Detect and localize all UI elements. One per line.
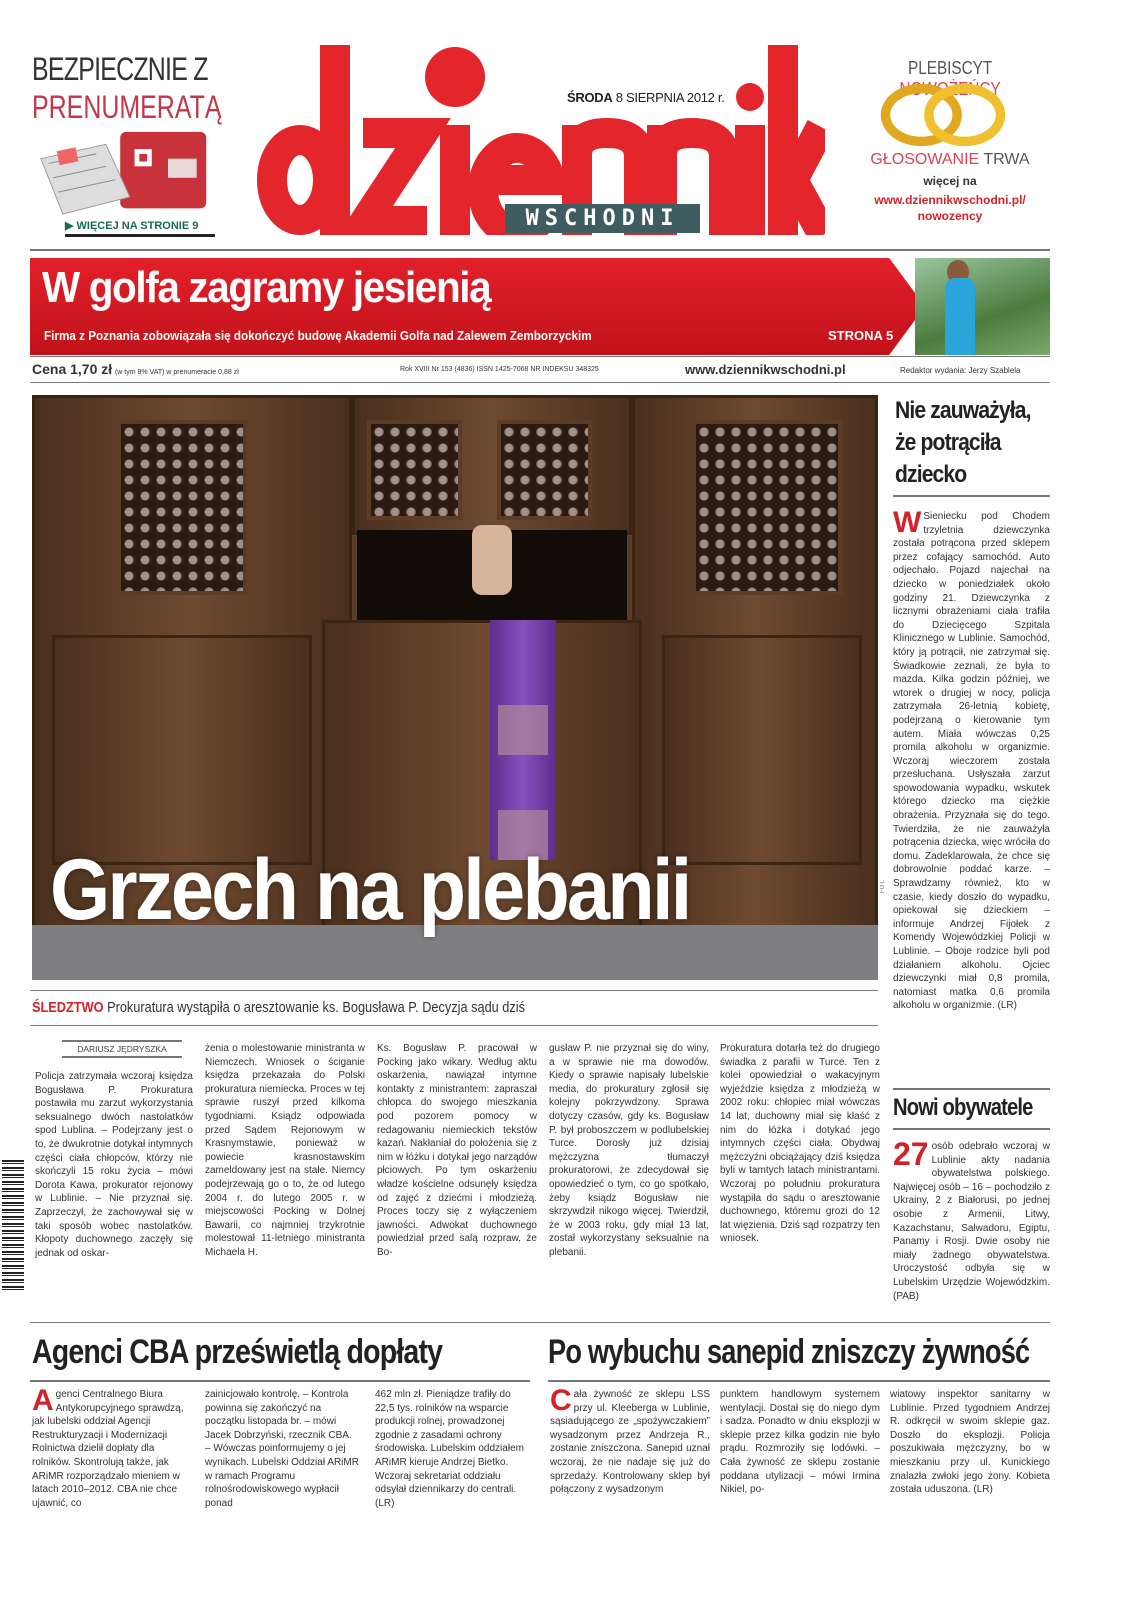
author-byline: DARIUSZ JĘDRYSZKA	[62, 1040, 182, 1058]
citizens-headline[interactable]: Nowi obywatele	[893, 1094, 1033, 1121]
newspaper-logo-subtitle: WSCHODNI	[505, 204, 700, 233]
promo-subscription-line1: BEZPIECZNIE Z	[32, 51, 208, 87]
voting-label: GŁOSOWANIE	[870, 151, 980, 168]
story-lead-rule	[30, 1025, 878, 1026]
sanepid-column-3: wiatowy inspektor sanitarny w Lublinie. Przed tygodniem Andrzej R. odkręcił w swoim sklepie gaz. Doszło do eksplozji. Policja poszukiwała mężczyzny, bo w mieszkaniu przy ul. Kunickiego znalazła zwłoki jego żony. Kobieta została uduszona. (LR)	[890, 1389, 1050, 1496]
story-column-4: gusław P. nie przyznał się do winy, a w sprawie nie ma dowodów. Kiedy o sprawie napisały lubelskie media, do prokuratury zgłosił się kolejny pokrzywdzony. Sprawa dotyczy czasów, gdy ks. Bogusław P. był proboszczem w podlubelskiej Turce. Dorosły już dzisiaj mężczyzna tłumaczył prokuratorowi, że zdecydował się opowiedzieć o tym, co go spotkało, żeby ksiądz Bogusław nie skrzywdził nikogo więcej. Twierdził, że w 2003 roku, gdy miał 13 lat, został wykorzystany seksualnie na plebanii.	[549, 1043, 709, 1258]
side-divider-2	[893, 1088, 1050, 1090]
plebiscite-accent: NOWOŻEŃCY	[899, 79, 1001, 99]
price-info	[32, 361, 239, 377]
sanepid-column-2: punktem handlowym systemem wentylacji. Dostał się do niego dym i sadza. Ponadto w dniu eksplozji w sklepie przez kilka godzin nie było prądu. Rozmroziły się lodówki. – Cała żywność ze sklepu zostanie poddana utylizacji – mówi Irmina Nikiel, po-	[720, 1389, 880, 1496]
more-on-page-9-link[interactable]: ▶ WIĘCEJ NA STRONIE 9	[65, 219, 215, 237]
story-column-2: żenia o molestowanie ministranta w Niemczech. Wniosek o ściganie księdza przekazała do Polski prokuratura niemiecka. Proces w tej sprawie ruszył przed kilkoma tygodniami. Ksiądz odpowiada przed Sądem Rejonowym w Krasnymstawie, ponieważ w powiecie krasnostawskim zameldowany jest na stałe. Niemcy podejrzewają go o to, że od lutego 2004 r. do lutego 2005 r. w miejscowości Pocking w Dolnej Bawarii, co najmniej trzykrotnie molestował 11-letniego ministranta Michaela H.	[205, 1043, 365, 1258]
price: Cena 1,70 zł	[32, 361, 113, 377]
cba-rule	[30, 1380, 530, 1382]
issue-numbers: Rok XVIII Nr 153 (4836) ISSN 1425-7068 NR INDEKSU 348325	[400, 366, 599, 373]
sanepid-text-1: ała żywność ze sklepu LSS przy ul. Kleeberga w Lublinie, sąsiadującego ze „spożywczakiem” wysadzonym przez Andrzeja R., zostanie zniszczona. Sanepid uznał wczoraj, że nie nadaje się już do sprzedaży. Kontrolowany sklep był połączony z wysadzonym	[550, 1389, 710, 1496]
plebiscite-label: PLEBISCYT	[908, 58, 992, 78]
golf-teaser-page: STRONA 5	[828, 328, 894, 343]
citizens-text: osób odebrało wczoraj w Lublinie akty nadania obywatelstwa polskiego. Najwięcej osób – 16 – pochodziło z Ukrainy, 2 z Białorusi, po jednej osobie z Armenii, Litwy, Kazachstanu, Salwadoru, Egiptu, Panamy i Rosji. Dwie osoby nie miały żadnego obywatelstwa. Uroczystość odbyła się w Lubelskim Urzędzie Wojewódzkim. (PAB)	[893, 1141, 1050, 1302]
golfer-photo	[915, 258, 1050, 355]
sanepid-headline[interactable]: Po wybuchu sanepid zniszczy żywność	[548, 1333, 1030, 1371]
date-rest: 8 SIERPNIA 2012 r.	[615, 90, 725, 105]
drop-cap: C	[550, 1384, 572, 1417]
wedding-rings-icon	[868, 82, 1018, 148]
side-story-headline[interactable]: Nie zauważyła, że potrąciła dziecko	[895, 397, 1031, 488]
citizens-body	[893, 1136, 1050, 1303]
header-divider	[30, 249, 1050, 251]
voting-status	[842, 150, 1058, 170]
banner-divider	[30, 356, 1050, 357]
newspaper-firstaid-kit-image	[35, 130, 215, 216]
main-headline[interactable]: Grzech na plebanii	[50, 842, 690, 938]
cba-column-3: 462 mln zł. Pieniądze trafiły do 22,5 tys. rolników na wsparcie produkcji rolnej, prowadzonej zgodnie z zasadami ochrony środowiska. Lubelskim oddziałem ARiMR kieruje Andrzej Bietko. Wczoraj sekretariat oddziału odsyłał dziennikarzy do centrali. (LR)	[375, 1389, 524, 1509]
bottom-top-rule	[30, 1322, 1050, 1323]
sanepid-rule	[548, 1380, 1050, 1382]
side-story-body	[893, 506, 1050, 1013]
story-kicker: ŚLEDZTWO	[32, 999, 104, 1016]
editor-credit: Redaktor wydania: Jerzy Szablela	[900, 366, 1021, 375]
barcode	[2, 1160, 24, 1290]
citizens-number: 27	[893, 1136, 929, 1172]
side-story-text: Sieniecku pod Chodem trzyletnia dziewczynka została potrącona przed sklepem przez cofający samochód. Auto odjechało. Pojazd najechał na dziecko w poniedziałek około godziny 21. Dziewczynka z licznymi obrażeniami ciała trafiła do Dziecięcego Szpitala Klinicznego w Lublinie. Samochód, który ją potrącił, nie zatrzymał się. Świadkowie zeznali, że była to mazda. Kilka godzin później, we wtorek o drugiej w nocy, policja zatrzymała 26-letnią kobietę, podejrzaną o kierowanie tym autem. Miała wówczas 0,25 promila alkoholu w organizmie. Wczoraj wieczorem została przesłuchana. Usłyszała zarzut spowodowania wypadku, wskutek którego dziecko ma ciężkie obrażenia. Przyznała się do tego. Twierdziła, że nie zauważyła potrącenia dziecka, więc wróciła do domu. Zadeklarowała, że chce się dobrowolnie poddać karze. – Sprawdzamy również, kto w czasie, kiedy doszło do wypadku, opiekował się dzieckiem – informuje Andrzej Fijołek z Komendy Wojewódzkiej Policji w Lublinie. – Oboje rodzice byli pod działaniem alkoholu. Ojciec dziewczynki miał 0,8 promila, natomiast matka 0,6 promila alkoholu w organizmie. (LR)	[893, 511, 1050, 1012]
cba-column-2: zainicjowało kontrolę. – Kontrola powinna się zakończyć na początku listopada br. – mówi Jacek Dobrzyński, rzecznik CBA. – Wówczas poinformujemy o jej wynikach. Lubelski Oddział ARiMR w ramach Programu rolnośrodowiskowego wypłacił ponad	[205, 1389, 359, 1509]
golf-teaser-headline[interactable]: W golfa zagramy jesienią	[42, 263, 491, 312]
story-lead-text: Prokuratura wystąpiła o aresztowanie ks. Bogusława P. Decyzja sądu dziś	[107, 999, 525, 1016]
drop-cap: W	[893, 506, 922, 539]
price-note: (w tym 8% VAT) w prenumeracie 0,88 zł	[114, 369, 239, 376]
voting-rest: TRWA	[983, 151, 1030, 168]
date-day: ŚRODA	[567, 90, 613, 105]
story-column-3: Ks. Bogusław P. pracował w Pocking jako wikary. Według aktu oskarżenia, nawiązał intymne kontakty z ministrantem: zapraszał chłopca do swojego mieszkania pod pozorem pomocy w redagowaniu niemieckich tekstów kazań. Nakłaniał do położenia się z nim w łóżku i dotykał jego narządów płciowych. Po tym oskarżeniu władze kościelne odsunęły księdza od zajęć z dziećmi i młodzieżą. Proces toczy się z wyłączeniem jawności. Adwokat duchownego powiedział przed salą rozpraw, że Bo-	[377, 1043, 537, 1258]
story-top-rule	[30, 990, 878, 991]
issue-date	[565, 90, 727, 105]
drop-cap: A	[32, 1384, 54, 1417]
cba-headline[interactable]: Agenci CBA prześwietlą dopłaty	[32, 1333, 443, 1371]
plebiscite-link[interactable]: www.dziennikwschodni.pl/ nowozency	[874, 193, 1026, 223]
side-divider	[893, 495, 1050, 497]
golf-teaser-subtitle: Firma z Poznania zobowiązała się dokończyć budowę Akademii Golfa nad Zalewem Zemborzyckim	[44, 328, 592, 343]
sanepid-column-1	[550, 1384, 710, 1497]
info-divider	[30, 382, 1050, 383]
story-column-5: Prokuratura dotarła też do drugiego świadka z parafii w Turce. Ten z kolei opowiedział o wakacyjnym wyjeździe księdza z młodzieżą w 2002 roku: chłopiec miał wówczas 14 lat, duchowny miał się kłaść z nim do łóżka i dotykać jego intymnych części ciała. Obydwaj mężczyźni obciążający dziś księdza byli w tamtych latach ministrantami. Wczoraj po południu prokuratura wystąpiła do sądu o aresztowanie duchownego, któremu grozi do 12 lat więzienia. Dziś sąd rozpatrzy ten wniosek.	[720, 1043, 880, 1245]
website-link[interactable]: www.dziennikwschodni.pl	[685, 362, 846, 377]
side-divider-3	[893, 1128, 1050, 1130]
cba-text-1: genci Centralnego Biura Antykorupcyjnego sprawdzą, jak lubelski oddział Agencji Restrukturyzacji i Modernizacji Rolnictwa dzielił dopłaty dla rolników. Skontrolują także, jak ARiMR rozporządzało mieniem w latach 2010–2012. CBA nie chce ujawnić, co	[32, 1389, 184, 1509]
story-column-1: Policja zatrzymała wczoraj księdza Bogusława P. Prokuratura postawiła mu zarzut wykorzystania seksualnego dwóch nastolatków spod Lublina. – Podejrzany jest o to, że dwukrotnie dotykał intymnych części ciała chłopców, którzy nie skończyli 15 roku życia – mówi Dorota Kawa, prokurator rejonowy w Lublinie. – Nie przyznał się. Zaprzeczył, że zachowywał się w taki sposób wobec nastolatków. Kłopoty duchownego zaczęły się jednak od oskar-	[35, 1071, 193, 1259]
cba-column-1	[32, 1384, 187, 1510]
promo-subscription-line2: PRENUMERATĄ	[32, 89, 222, 125]
photo-credit: FOT.	[880, 880, 886, 893]
more-at-label: więcej na	[923, 174, 977, 188]
story-lead	[32, 998, 525, 1018]
